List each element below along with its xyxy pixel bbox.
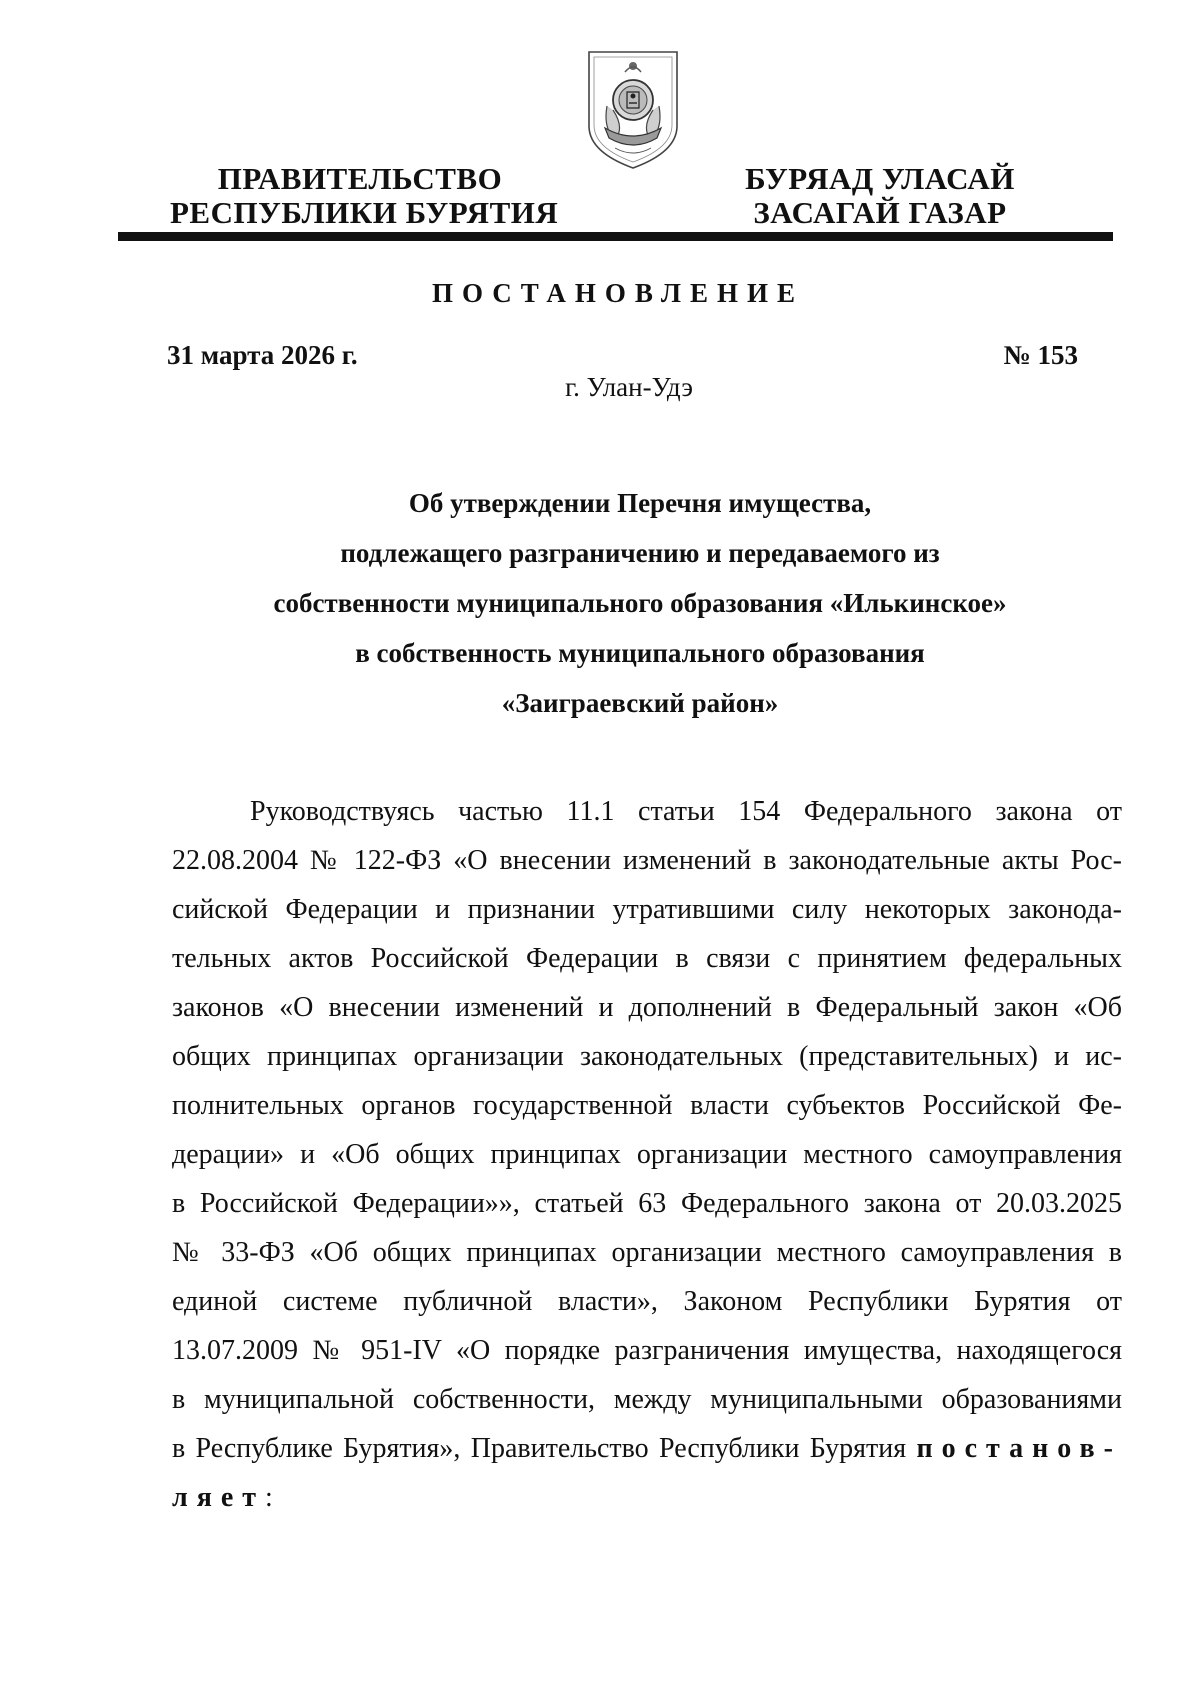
body-line: в муниципальной собственности, между муниципальными образованиями <box>172 1384 1122 1415</box>
document-body <box>172 787 1122 1522</box>
body-line: полнительных органов государственной власти субъектов Российской Фе- <box>172 1090 1122 1121</box>
body-line: Руководствуясь частью 11.1 статьи 154 Федерального закона от <box>250 796 1122 827</box>
title-line: в собственность муниципального образования <box>355 638 925 668</box>
document-type: ПОСТАНОВЛЕНИЕ <box>431 278 805 308</box>
body-line-text: в Республике Бурятия», Правительство Республики Бурятия <box>172 1433 917 1464</box>
body-line: единой системе публичной власти», Законом Республики Бурятия от <box>172 1286 1122 1317</box>
body-colon: : <box>265 1482 273 1513</box>
body-line: законов «О внесении изменений и дополнений в Федеральный закон «Об <box>172 992 1122 1023</box>
body-line: 22.08.2004 № 122-ФЗ «О внесении изменений в законодательные акты Рос- <box>172 845 1122 876</box>
document-city: г. Улан-Удэ <box>565 372 693 402</box>
government-name-line: БУРЯАД УЛАСАЙ <box>745 161 1015 196</box>
government-name-line: РЕСПУБЛИКИ БУРЯТИЯ <box>170 195 559 230</box>
government-name-buryat <box>740 162 1020 230</box>
body-line: дерации» и «Об общих принципах организации местного самоуправления <box>172 1139 1122 1170</box>
body-line <box>172 1424 1122 1473</box>
body-line: сийской Федерации и признании утратившими силу некоторых законода- <box>172 894 1122 925</box>
title-line: подлежащего разграничению и передаваемого из <box>340 538 940 568</box>
title-line: «Заиграевский район» <box>501 688 779 718</box>
body-line: № 33-ФЗ «Об общих принципах организации местного самоуправления в <box>172 1237 1122 1268</box>
body-line: в Российской Федерации»», статьей 63 Федерального закона от 20.03.2025 <box>172 1188 1122 1219</box>
government-name-line: ПРАВИТЕЛЬСТВО <box>217 161 503 196</box>
coat-of-arms-buryatia-icon <box>585 48 681 172</box>
title-line: собственности муниципального образования «Илькинское» <box>273 588 1007 618</box>
header-divider <box>118 232 1113 241</box>
government-name-russian <box>170 161 559 230</box>
document-date: 31 марта 2026 г. <box>167 340 358 370</box>
body-line: 13.07.2009 № 951-IV «О порядке разграничения имущества, находящегося <box>172 1335 1122 1366</box>
document-title <box>170 478 1110 728</box>
body-line: общих принципах организации законодательных (представительных) и ис- <box>172 1041 1122 1072</box>
body-line: тельных актов Российской Федерации в связи с принятием федеральных <box>172 943 1122 974</box>
document-number: № 153 <box>1003 340 1078 370</box>
government-name-line: ЗАСАГАЙ ГАЗАР <box>753 195 1007 230</box>
title-line: Об утверждении Перечня имущества, <box>408 488 872 518</box>
resolution-keyword-end: ляет <box>172 1482 266 1513</box>
resolution-keyword: постанов- <box>916 1433 1122 1464</box>
body-line <box>172 1473 1122 1522</box>
